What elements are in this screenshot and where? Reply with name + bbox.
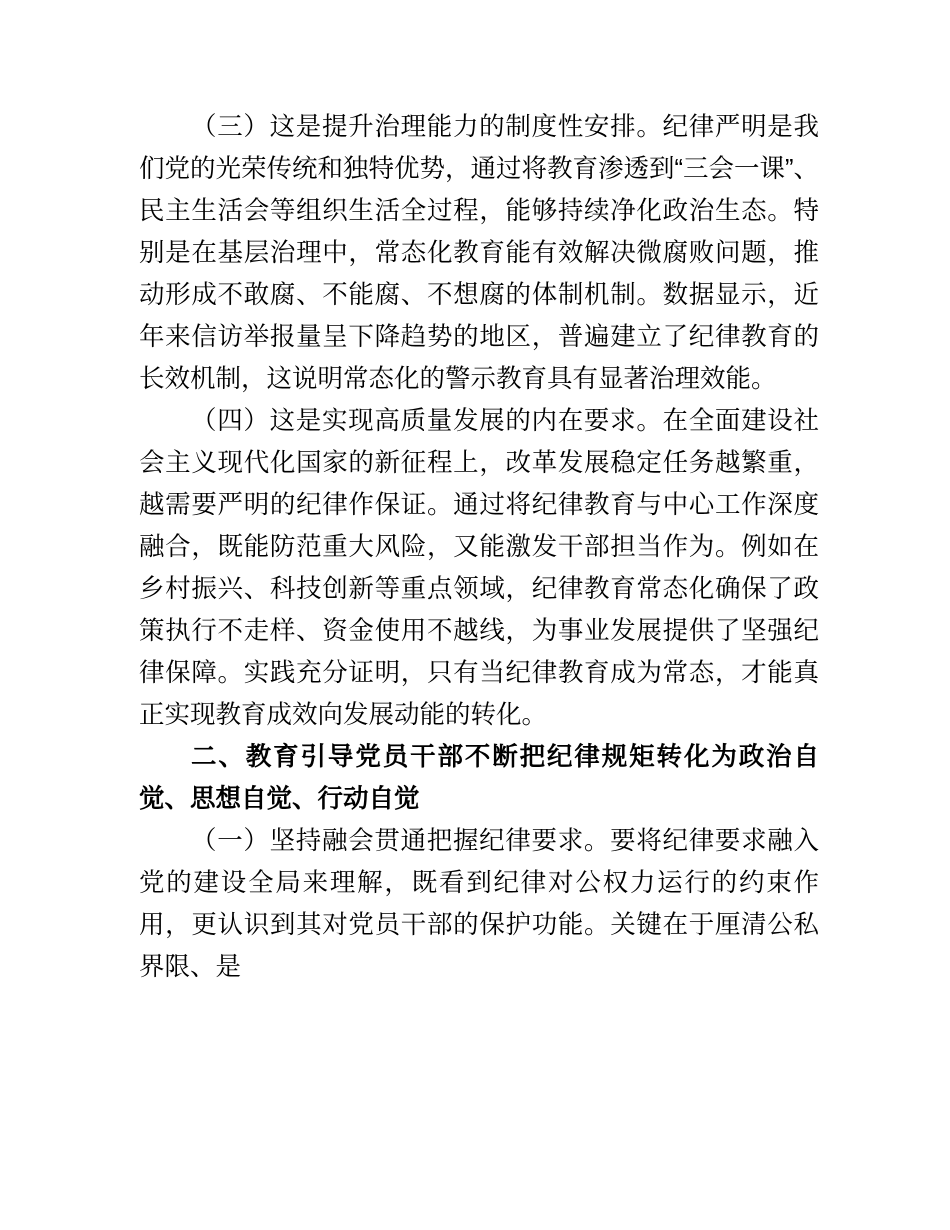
paragraph-three: （三）这是提升治理能力的制度性安排。纪律严明是我们党的光荣传统和独特优势，通过将教育渗透到“三会一课”、民主生活会等组织生活全过程，能够持续净化政治生态。特别是在基层治理中，常态化教育能有效解决微腐败问题，推动形成不敢腐、不能腐、不想腐的体制机制。数据显示，近年来信访举报量呈下降趋势的地区，普遍建立了纪律教育的长效机制，这说明常态化的警示教育具有显著治理效能。 [139, 113, 819, 393]
paragraph-one: （一）坚持融会贯通把握纪律要求。要将纪律要求融入党的建设全局来理解，既看到纪律对公权力运行的约束作用，更认识到其对党员干部的保护功能。关键在于厘清公私界限、是 [139, 827, 819, 981]
paragraph-four: （四）这是实现高质量发展的内在要求。在全面建设社会主义现代化国家的新征程上，改革发展稳定任务越繁重，越需要严明的纪律作保证。通过将纪律教育与中心工作深度融合，既能防范重大风险，又能激发干部担当作为。例如在乡村振兴、科技创新等重点领域，纪律教育常态化确保了政策执行不走样、资金使用不越线，为事业发展提供了坚强纪律保障。实践充分证明，只有当纪律教育成为常态，才能真正实现教育成效向发展动能的转化。 [139, 407, 819, 729]
section-heading-two: 二、教育引导党员干部不断把纪律规矩转化为政治自觉、思想自觉、行动自觉 [139, 743, 819, 813]
document-text-column [139, 106, 819, 988]
